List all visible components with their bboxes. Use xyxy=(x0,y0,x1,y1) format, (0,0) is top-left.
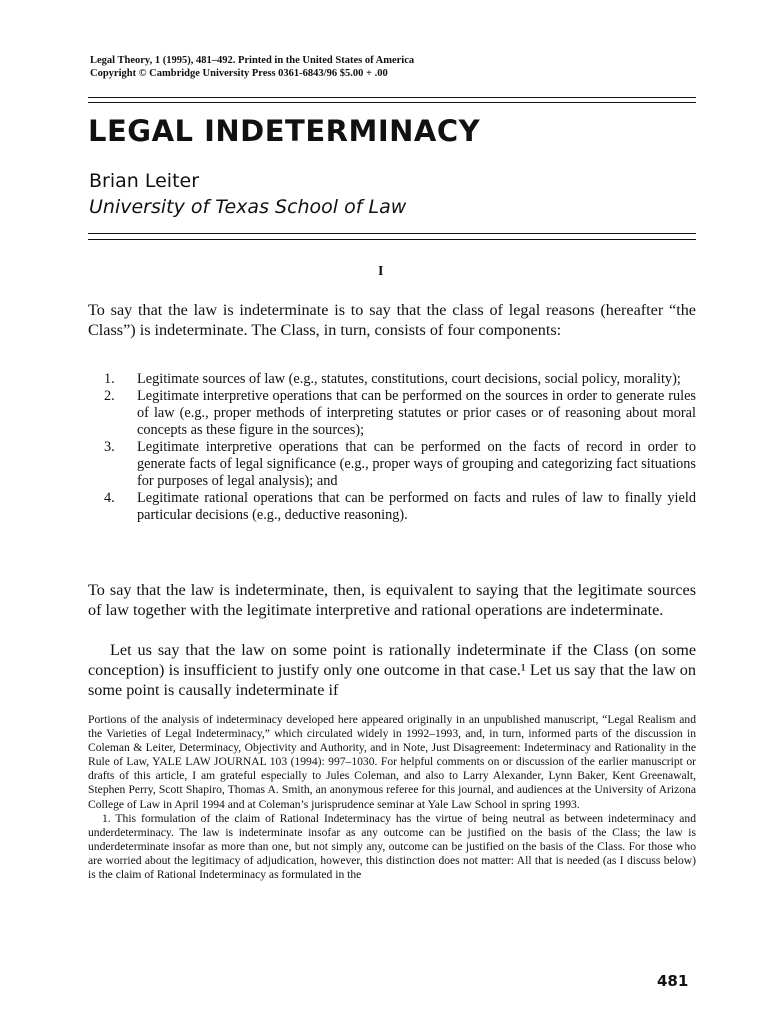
page-number: 481 xyxy=(657,972,689,990)
list-number: 3. xyxy=(104,439,115,455)
journal-citation xyxy=(90,54,700,80)
paragraph-1: To say that the law is indeterminate is to say that the class of legal reasons (hereafter “the Class”) is indeterminate. The Class, in turn, consists of four components: xyxy=(88,301,696,339)
title-rule-double xyxy=(88,239,696,240)
list-text: Legitimate interpretive operations that can be performed on the sources in order to generate rules of law (e.g., proper methods of interpreting statutes or prior cases or of reasoning about moral concepts as these figure in the sources); xyxy=(137,388,696,438)
list-text: Legitimate interpretive operations that can be performed on the facts of record in order to generate facts of legal significance (e.g., proper ways of grouping and categorizing fact situations for purposes of legal analysis); and xyxy=(137,439,696,489)
list-text: Legitimate rational operations that can be performed on facts and rules of law to finally yield particular decisions (e.g., deductive reasoning). xyxy=(137,490,696,523)
section-numeral: I xyxy=(378,264,384,279)
footnote-1: 1. This formulation of the claim of Rational Indeterminacy has the virtue of being neutral as between indeterminacy and underdeterminacy. The law is indeterminate insofar as any outcome can be justified on the basis of the Class; the law is underdeterminate insofar as more than one, but not simply any, outcome can be justified on the basis of the Class. For those who are worried about the legitimacy of adjudication, however, this distinction does not matter: All that is needed (as I discuss below) is the claim of Rational Indeterminacy as formulated in the xyxy=(88,811,696,882)
citation-line: Legal Theory, 1 (1995), 481–492. Printed in the United States of America xyxy=(90,55,415,66)
paragraph-2: To say that the law is indeterminate, then, is equivalent to saying that the legitimate sources of law together with the legitimate interpretive and rational operations are indeterminate. xyxy=(88,581,696,619)
author-affiliation: University of Texas School of Law xyxy=(89,196,407,218)
paragraph-3: Let us say that the law on some point is rationally indeterminate if the Class (on some conception) is insufficient to justify only one outcome in that case.¹ Let us say that the law on some point is causally indeterminate if xyxy=(88,641,696,699)
title-rule xyxy=(88,233,696,234)
acknowledgment-note: Portions of the analysis of indeterminacy developed here appeared originally in an unpublished manuscript, “Legal Realism and the Varieties of Legal Indeterminacy,” which circulated widely in 1992–1993, and, in turn, informed parts of the discussion in Coleman & Leiter, Determinacy, Objectivity and Authority, and in Note, Just Disagreement: Indeterminacy and Rationality in the Rule of Law, YALE LAW JOURNAL 103 (1994): 997–1030. For helpful comments on or discussion of the earlier manuscript or drafts of this article, I am grateful especially to Jules Coleman, and also to Larry Alexander, Lynn Baker, Kent Greenawalt, Stephen Perry, Scott Shapiro, Thomas A. Smith, an anonymous referee for this journal, and audiences at the University of Arizona College of Law in April 1994 and at Coleman’s jurisprudence seminar at Yale Law School in spring 1993. xyxy=(88,713,696,811)
list-item xyxy=(104,371,696,388)
article-title: LEGAL INDETERMINACY xyxy=(88,114,481,148)
list-number: 4. xyxy=(104,490,115,506)
footnotes xyxy=(88,713,696,882)
top-rule-double xyxy=(88,102,696,103)
author-name: Brian Leiter xyxy=(89,170,200,192)
list-number: 2. xyxy=(104,388,115,404)
top-rule xyxy=(88,97,696,98)
list-text: Legitimate sources of law (e.g., statutes, constitutions, court decisions, social policy, morality); xyxy=(137,371,681,387)
list-item xyxy=(104,388,696,439)
copyright-line: Copyright © Cambridge University Press 0361-6843/96 $5.00 + .00 xyxy=(90,68,388,79)
list-number: 1. xyxy=(104,371,115,387)
components-list xyxy=(104,371,696,524)
list-item xyxy=(104,439,696,490)
list-item xyxy=(104,490,696,524)
